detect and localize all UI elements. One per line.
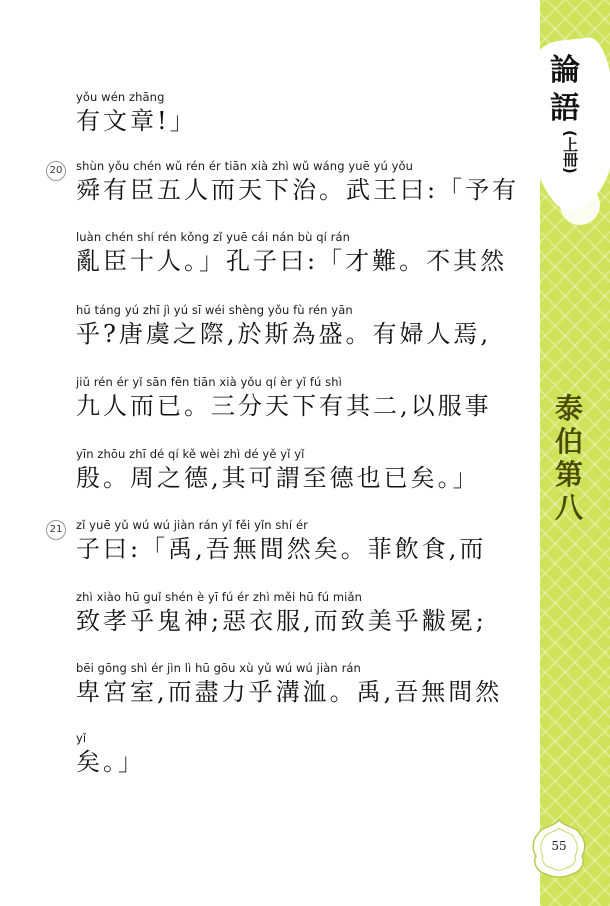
pinyin-line: jiǔ rén ér yǐ sān fēn tiān xià yǒu qí èr yǐ fú shì bbox=[76, 375, 342, 389]
pinyin-line: zǐ yuē yǔ wú wú jiàn rán yǐ fěi yǐn shí ér bbox=[76, 518, 308, 532]
text-line: 有文章!」 bbox=[76, 107, 197, 135]
text-line: 殷。周之德,其可謂至德也已矣。」 bbox=[76, 464, 480, 492]
pinyin-line: shùn yǒu chén wǔ rén ér tiān xià zhì wǔ wáng yuē yú yǒu bbox=[76, 159, 414, 173]
passage-number-21: 21 bbox=[46, 520, 66, 540]
chapter-char-2: 伯 bbox=[554, 425, 583, 458]
passage-number-20: 20 bbox=[46, 161, 66, 181]
text-line: 乎?唐虞之際,於斯為盛。有婦人焉, bbox=[76, 320, 492, 348]
pinyin-line: yǒu wén zhāng bbox=[76, 90, 165, 104]
text-line: 子曰:「禹,吾無間然矣。菲飲食,而 bbox=[76, 535, 487, 563]
pinyin-line: zhì xiào hū guǐ shén è yī fú ér zhì měi hū fú miǎn bbox=[76, 590, 362, 604]
chapter-char-1: 泰 bbox=[554, 392, 583, 425]
book-title-char-2: 語 bbox=[550, 91, 580, 126]
pinyin-line: yǐ bbox=[76, 731, 87, 745]
chapter-title bbox=[549, 392, 589, 524]
text-line: 矣。」 bbox=[76, 748, 145, 776]
chapter-char-3: 第 bbox=[554, 458, 583, 491]
text-line: 亂臣十人。」孔子曰:「才難。不其然 bbox=[76, 247, 508, 275]
pinyin-line: bēi gōng shì ér jìn lì hū gōu xù yǔ wú wú jiàn rán bbox=[76, 661, 361, 675]
pinyin-line: luàn chén shí rén kǒng zǐ yuē cái nán bù qí rán bbox=[76, 230, 351, 244]
pinyin-line: yīn zhōu zhī dé qí kě wèi zhì dé yě yǐ yǐ bbox=[76, 447, 305, 461]
book-title-char-1: 論 bbox=[550, 53, 580, 88]
pinyin-line: hū táng yú zhī jì yú sī wéi shèng yǒu fù rén yān bbox=[76, 303, 353, 317]
text-line: 致孝乎鬼神;惡衣服,而致美乎黻冕; bbox=[76, 607, 487, 635]
text-line: 九人而已。三分天下有其二,以服事 bbox=[76, 392, 492, 420]
page-number: 55 bbox=[551, 839, 567, 853]
book-title bbox=[540, 52, 590, 128]
text-line: 卑宮室,而盡力乎溝洫。禹,吾無間然 bbox=[76, 678, 503, 706]
volume-label: (上冊) bbox=[561, 130, 579, 174]
brush-dot-decoration bbox=[560, 185, 600, 225]
text-line: 舜有臣五人而天下治。武王曰:「予有 bbox=[76, 176, 520, 204]
chapter-char-4: 八 bbox=[554, 491, 583, 524]
